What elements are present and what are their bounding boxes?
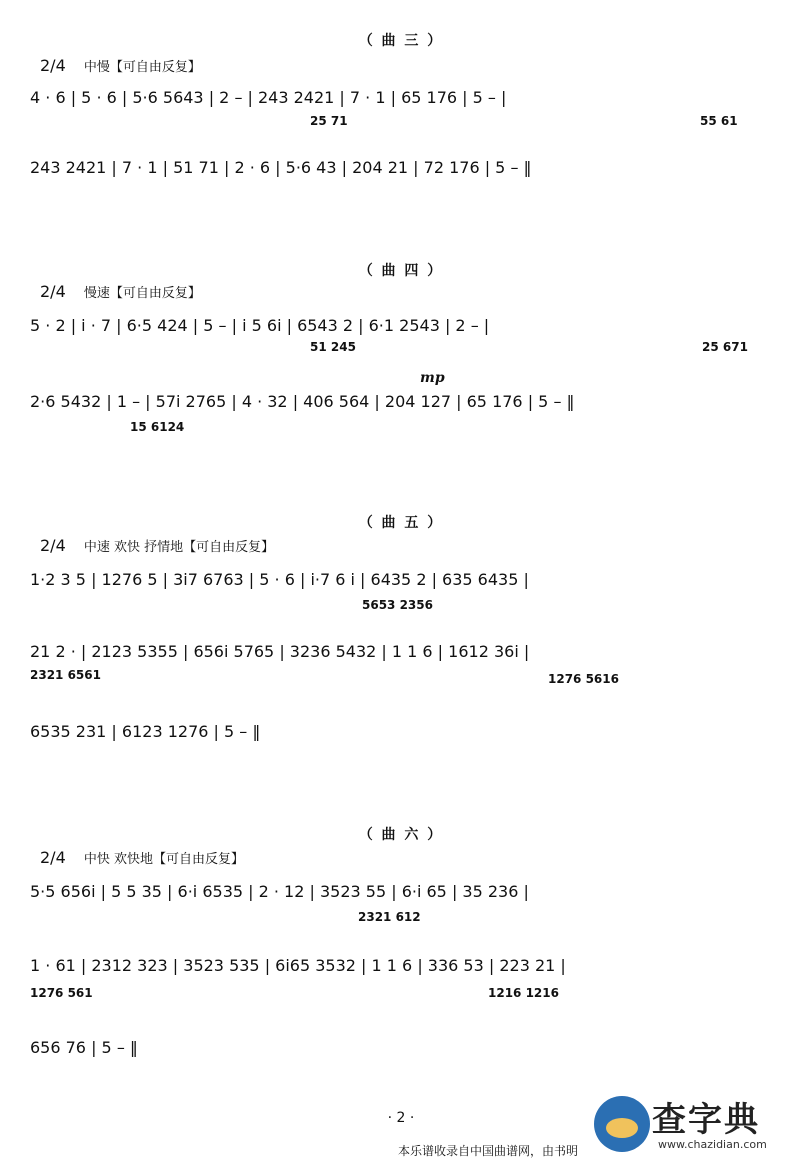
site-logo[interactable] [594, 1092, 784, 1160]
section-meta [40, 848, 244, 867]
sub-notes: 2321 6561 [30, 668, 101, 682]
tempo-direction: 慢速【可自由反复】 [83, 286, 201, 301]
section-title: （ 曲 六 ） [358, 827, 444, 843]
score-notes: 5 · 2 | i · 7 | 6·5 424 | 5 – | i 5 6i | 6543 2 | 6·1 2543 | 2 – | [30, 316, 490, 335]
section-title: （ 曲 四 ） [358, 263, 444, 279]
sub-notes: 51 245 [310, 340, 356, 354]
score-notes: 243 2421 | 7 · 1 | 51 71 | 2 · 6 | 5·6 43 | 204 21 | 72 176 | 5 – ‖ [30, 158, 532, 177]
score-notes: 1 · 61 | 2312 323 | 3523 535 | 6i65 3532 | 1 1 6 | 336 53 | 223 21 | [30, 956, 566, 975]
time-signature: 2/4 [40, 848, 66, 867]
score-notes: 2·6 5432 | 1 – | 57i 2765 | 4 · 32 | 406 564 | 204 127 | 65 176 | 5 – ‖ [30, 392, 575, 411]
sub-notes: 15 6124 [130, 420, 185, 434]
logo-brand: 查字典 [652, 1100, 760, 1140]
page-number: · 2 · [387, 1110, 415, 1126]
score-line [30, 88, 780, 128]
sub-notes: 1276 561 [30, 986, 93, 1000]
score-line [30, 956, 780, 996]
sub-notes: 1216 1216 [488, 986, 559, 1000]
section-meta [40, 56, 201, 75]
tempo-direction: 中速 欢快 抒情地【可自由反复】 [83, 540, 275, 555]
sub-notes: 5653 2356 [362, 598, 433, 612]
section-meta [40, 282, 201, 301]
score-notes: 6535 231 | 6123 1276 | 5 – ‖ [30, 722, 261, 741]
time-signature: 2/4 [40, 282, 66, 301]
score-notes: 4 · 6 | 5 · 6 | 5·6 5643 | 2 – | 243 2421 | 7 · 1 | 65 176 | 5 – | [30, 88, 507, 107]
sub-notes: 25 71 [310, 114, 348, 128]
score-line [30, 722, 780, 762]
section-title: （ 曲 三 ） [358, 33, 444, 49]
sub-notes: 55 61 [700, 114, 738, 128]
tempo-direction: 中慢【可自由反复】 [83, 60, 201, 75]
score-line [30, 642, 780, 682]
score-notes: 21 2 · | 2123 5355 | 656i 5765 | 3236 5432 | 1 1 6 | 1612 36i | [30, 642, 530, 661]
sub-notes: 2321 612 [358, 910, 421, 924]
time-signature: 2/4 [40, 56, 66, 75]
score-line [30, 158, 780, 198]
dynamic-mark: mp [420, 370, 445, 386]
tempo-direction: 中快 欢快地【可自由反复】 [83, 852, 245, 867]
logo-url: www.chazidian.com [658, 1138, 767, 1151]
score-notes: 1·2 3 5 | 1276 5 | 3i7 6763 | 5 · 6 | i·7 6 i | 6435 2 | 635 6435 | [30, 570, 529, 589]
score-line [30, 1038, 780, 1078]
section-meta [40, 536, 274, 555]
score-notes: 656 76 | 5 – ‖ [30, 1038, 138, 1057]
section-title: （ 曲 五 ） [358, 515, 444, 531]
sub-notes: 25 671 [702, 340, 748, 354]
sub-notes: 1276 5616 [548, 672, 619, 686]
scholar-cap-icon [594, 1096, 650, 1152]
time-signature: 2/4 [40, 536, 66, 555]
score-line [30, 316, 780, 356]
score-notes: 5·5 656i | 5 5 35 | 6·i 6535 | 2 · 12 | 3523 55 | 6·i 65 | 35 236 | [30, 882, 529, 901]
source-note: 本乐谱收录自中国曲谱网，由书明 [398, 1144, 579, 1158]
